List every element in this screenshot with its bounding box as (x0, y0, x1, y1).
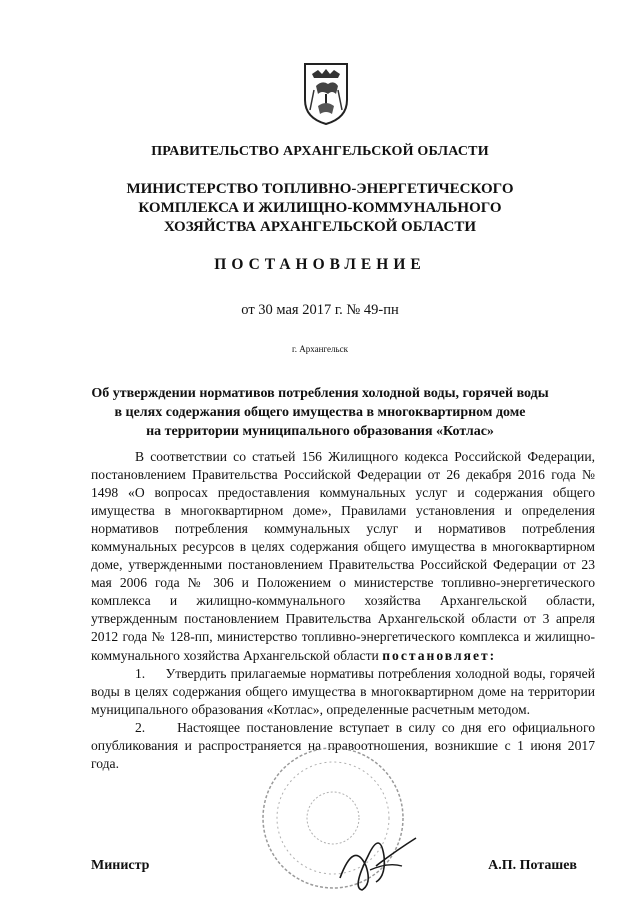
subject-line: Об утверждении нормативов потребления холодной воды, горячей воды (91, 386, 549, 401)
ministry-line: МИНИСТЕРСТВО ТОПЛИВНО-ЭНЕРГЕТИЧЕСКОГО (126, 181, 514, 197)
handwritten-signature (332, 826, 422, 896)
subject-line: в целях содержания общего имущества в многоквартирном доме (114, 405, 526, 420)
preamble-paragraph (91, 448, 595, 665)
preamble-text: В соответствии со статьей 156 Жилищного кодекса Российской Федерации, постановлением Правительства Российской Федерации от 26 декабря 2016 года № 1498 «О вопросах предоставления коммунальных услуг и содержания общего имущества в многоквартирном доме», Правилами установления и определения нормативов потребления коммунальных услуг и нормативов потребления коммунальных ресурсов в целях содержания общего имущества в многоквартирном доме, утвержденными постановлением Правительства Российской Федерации от 23 мая 2006 года № 306 и Положением о министерстве топливно-энергетического комплекса и жилищно-коммунального хозяйства Архангельской области, утвержденным постановлением Правительства Архангельской области от 3 апреля 2012 года № 128-пп, министерство топливно-энергетического комплекса и жилищно-коммунального хозяйства Архангельской области (91, 449, 595, 663)
date-number: от 30 мая 2017 г. № 49-пн (241, 302, 399, 318)
document-body (91, 448, 595, 773)
signer-position: Министр (91, 858, 150, 873)
coat-of-arms-emblem (302, 60, 350, 126)
document-subject (60, 384, 580, 441)
government-title: ПРАВИТЕЛЬСТВО АРХАНГЕЛЬСКОЙ ОБЛАСТИ (151, 144, 489, 159)
decree-word: постановляет: (382, 647, 497, 663)
ministry-line: КОМПЛЕКСА И ЖИЛИЩНО-КОММУНАЛЬНОГО (138, 200, 502, 216)
ministry-title (60, 180, 580, 237)
item-2-paragraph: 2. Настоящее постановление вступает в силу со дня его официального опубликования и распространяется на правоотношения, возникшие с 1 июня 2017 года. (91, 719, 595, 771)
city-name: г. Архангельск (292, 344, 348, 354)
signer-name: А.П. Поташев (488, 858, 577, 873)
item-1-paragraph: 1. Утвердить прилагаемые нормативы потребления холодной воды, горячей воды в целях содержания общего имущества в многоквартирном доме на территории муниципального образования «Котлас», определенные расчетным методом. (91, 665, 595, 717)
ministry-line: ХОЗЯЙСТВА АРХАНГЕЛЬСКОЙ ОБЛАСТИ (163, 219, 477, 235)
document-type: ПОСТАНОВЛЕНИЕ (214, 256, 426, 273)
subject-line: на территории муниципального образования «Котлас» (146, 424, 494, 439)
